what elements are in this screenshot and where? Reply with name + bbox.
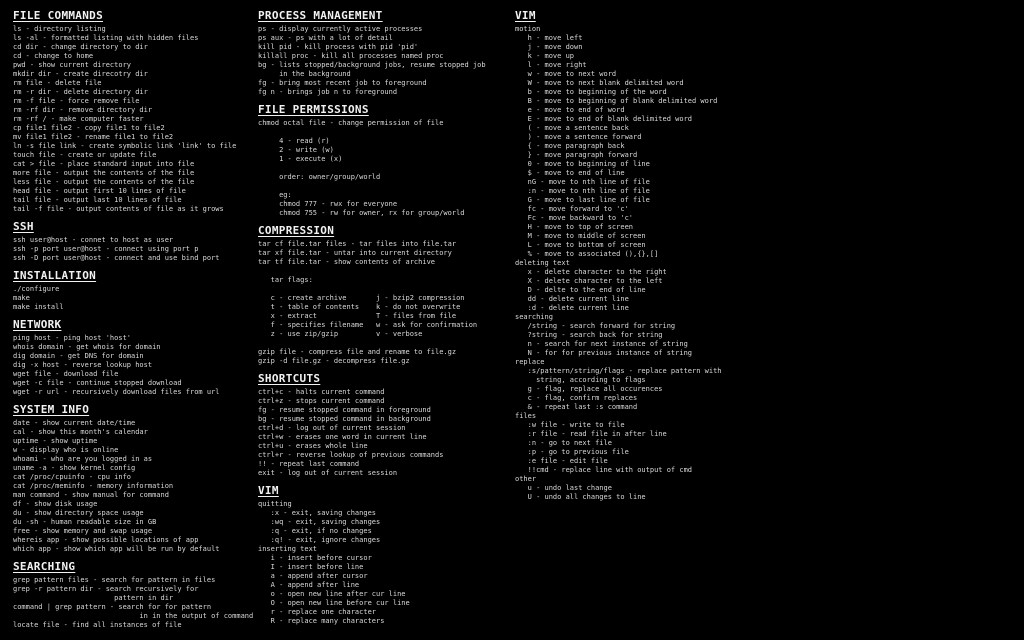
command-line: whois domain - get whois for domain xyxy=(13,343,161,351)
command-line: gzip file - compress file and rename to file.gz xyxy=(258,348,457,356)
command-line: 1 - execute (x) xyxy=(258,155,343,163)
command-line: !!cmd - replace line with output of cmd xyxy=(515,466,693,474)
command-line: fg - bring most recent job to foreground xyxy=(258,79,427,87)
command-line: chmod octal file - change permission of file xyxy=(258,119,444,127)
command-line: ?string - search back for string xyxy=(515,331,663,339)
command-line: b - move to beginning of the word xyxy=(515,88,667,96)
command-line: cp file1 file2 - copy file1 to file2 xyxy=(13,124,165,132)
command-line: X - delete character to the left xyxy=(515,277,663,285)
section-lines xyxy=(258,388,514,478)
command-line: df - show disk usage xyxy=(13,500,98,508)
command-line: n - search for next instance of string xyxy=(515,340,688,348)
command-line: exit - log out of current session xyxy=(258,469,398,477)
command-line: g - flag, replace all occurences xyxy=(515,385,663,393)
section-lines xyxy=(13,285,257,312)
command-line: which app - show which app will be run by default xyxy=(13,545,220,553)
command-line: :q - exit, if no changes xyxy=(258,527,372,535)
command-line: c - create archive j - bzip2 compression xyxy=(258,294,465,302)
section-file-commands xyxy=(13,10,257,214)
command-line: :n - go to next file xyxy=(515,439,612,447)
command-line: Fc - move backward to 'c' xyxy=(515,214,634,222)
command-line: & - repeat last :s command xyxy=(515,403,638,411)
command-line xyxy=(258,182,514,191)
command-line xyxy=(258,128,514,137)
command-line: in the background xyxy=(258,70,351,78)
command-line: ctrl+w - erases one word in current line xyxy=(258,433,427,441)
command-line: cd - change to home xyxy=(13,52,94,60)
command-line: uname -a - show kernel config xyxy=(13,464,136,472)
command-line: ls -al - formatted listing with hidden files xyxy=(13,34,199,42)
command-line: command | grep pattern - search for for pattern xyxy=(13,603,212,611)
command-line: :q! - exit, ignore changes xyxy=(258,536,381,544)
section-system-info xyxy=(13,404,257,554)
command-line: tar tf file.tar - show contents of archive xyxy=(258,258,436,266)
command-line: l - move right xyxy=(515,61,587,69)
command-line: ssh -D port user@host - connect and use bind port xyxy=(13,254,220,262)
section-title: PROCESS MANAGEMENT xyxy=(258,9,383,22)
command-line: :d - delete current line xyxy=(515,304,629,312)
command-line: A - append after line xyxy=(258,581,360,589)
command-line: mv file1 file2 - rename file1 to file2 xyxy=(13,133,174,141)
command-line: ln -s file link - create symbolic link 'link' to file xyxy=(13,142,237,150)
command-line: fg n - brings job n to foreground xyxy=(258,88,398,96)
command-line: killall proc - kill all processes named proc xyxy=(258,52,444,60)
command-line: in in the output of command xyxy=(13,612,254,620)
command-line: pattern in dir xyxy=(13,594,174,602)
command-line: :x - exit, saving changes xyxy=(258,509,377,517)
section-lines xyxy=(258,500,514,626)
section-title: SSH xyxy=(13,220,34,233)
section-lines xyxy=(13,25,257,214)
section-lines xyxy=(258,119,514,218)
section-lines xyxy=(13,419,257,554)
command-line: du -sh - human readable size in GB xyxy=(13,518,157,526)
command-line: locate file - find all instances of file xyxy=(13,621,182,629)
command-line: free - show memory and swap usage xyxy=(13,527,153,535)
command-line: 4 - read (r) xyxy=(258,137,330,145)
command-line: ctrl+z - stops current command xyxy=(258,397,385,405)
section-network xyxy=(13,319,257,397)
command-line: rm -r dir - delete directory dir xyxy=(13,88,148,96)
command-line: h - move left xyxy=(515,34,583,42)
section-compression xyxy=(258,225,514,366)
section-lines xyxy=(515,25,1015,502)
section-title: SYSTEM INFO xyxy=(13,403,90,416)
command-line: head file - output first 10 lines of file xyxy=(13,187,186,195)
command-line: 2 - write (w) xyxy=(258,146,334,154)
section-process-management xyxy=(258,10,514,97)
command-line: bg - lists stopped/background jobs, resume stopped job xyxy=(258,61,486,69)
command-line: E - move to end of blank delimited word xyxy=(515,115,693,123)
command-line: ctrl+r - reverse lookup of previous commands xyxy=(258,451,444,459)
command-line: ctrl+u - erases whole line xyxy=(258,442,368,450)
command-line: ls - directory listing xyxy=(13,25,106,33)
command-line xyxy=(258,164,514,173)
command-line: quitting xyxy=(258,500,292,508)
command-line xyxy=(258,285,514,294)
command-line: tail file - output last 10 lines of file xyxy=(13,196,182,204)
command-line: c - flag, confirm replaces xyxy=(515,394,638,402)
command-line: ./configure xyxy=(13,285,60,293)
command-line: date - show current date/time xyxy=(13,419,136,427)
command-line: uptime - show uptime xyxy=(13,437,98,445)
command-line: N - for for previous instance of string xyxy=(515,349,693,357)
command-line: dig -x host - reverse lookup host xyxy=(13,361,153,369)
command-line: rm -f file - force remove file xyxy=(13,97,140,105)
command-line: t - table of contents k - do not overwrite xyxy=(258,303,461,311)
section-lines xyxy=(258,25,514,97)
column-middle xyxy=(258,10,514,633)
section-title: SHORTCUTS xyxy=(258,372,321,385)
command-line: z - use zip/gzip v - verbose xyxy=(258,330,423,338)
command-line: other xyxy=(515,475,537,483)
command-line: e - move to end of word xyxy=(515,106,625,114)
section-lines xyxy=(258,240,514,366)
command-line: nG - move to nth line of file xyxy=(515,178,650,186)
section-lines xyxy=(13,236,257,263)
command-line: ( - move a sentence back xyxy=(515,124,629,132)
command-line: wget -r url - recursively download files from url xyxy=(13,388,220,396)
section-installation xyxy=(13,270,257,312)
command-line: ps - display currently active processes xyxy=(258,25,423,33)
command-line: L - move to bottom of screen xyxy=(515,241,646,249)
command-line: W - move to next blank delimited word xyxy=(515,79,684,87)
command-line: D - delte to the end of line xyxy=(515,286,646,294)
command-line: B - move to beginning of blank delimited word xyxy=(515,97,718,105)
command-line: f - specifies filename w - ask for confirmation xyxy=(258,321,478,329)
section-title: VIM xyxy=(258,484,279,497)
command-line: a - append after cursor xyxy=(258,572,368,580)
command-line: rm -rf / - make computer faster xyxy=(13,115,144,123)
command-line: cat > file - place standard input into file xyxy=(13,160,195,168)
command-line: deleting text xyxy=(515,259,570,267)
command-line: rm -rf dir - remove directory dir xyxy=(13,106,153,114)
section-vim-right xyxy=(515,10,1015,502)
section-shortcuts xyxy=(258,373,514,478)
command-line: string, according to flags xyxy=(515,376,646,384)
command-line: x - extract T - files from file xyxy=(258,312,457,320)
command-line: eg: xyxy=(258,191,292,199)
column-left xyxy=(13,10,257,637)
command-line: :w file - write to file xyxy=(515,421,625,429)
section-title: SEARCHING xyxy=(13,560,76,573)
command-line: ssh user@host - connet to host as user xyxy=(13,236,174,244)
command-line: replace xyxy=(515,358,545,366)
column-right xyxy=(515,10,1015,509)
command-line: /string - search forward for string xyxy=(515,322,676,330)
command-line: tar cf file.tar files - tar files into file.tar xyxy=(258,240,457,248)
section-lines xyxy=(13,576,257,630)
command-line: R - replace many characters xyxy=(258,617,385,625)
command-line: :s/pattern/string/flags - replace pattern with xyxy=(515,367,722,375)
command-line: chmod 777 - rwx for everyone xyxy=(258,200,398,208)
command-line: grep pattern files - search for pattern in files xyxy=(13,576,216,584)
command-line: wget file - download file xyxy=(13,370,119,378)
section-title: VIM xyxy=(515,9,536,22)
command-line: motion xyxy=(515,25,541,33)
command-line: i - insert before cursor xyxy=(258,554,372,562)
command-line: rm file - delete file xyxy=(13,79,102,87)
command-line: 0 - move to beginning of line xyxy=(515,160,650,168)
command-line: G - move to last line of file xyxy=(515,196,650,204)
section-lines xyxy=(13,334,257,397)
command-line: ) - move a sentence forward xyxy=(515,133,642,141)
command-line: ping host - ping host 'host' xyxy=(13,334,132,342)
command-line: cd dir - change directory to dir xyxy=(13,43,148,51)
command-line: man command - show manual for command xyxy=(13,491,169,499)
command-line xyxy=(258,267,514,276)
command-line: ssh -p port user@host - connect using port p xyxy=(13,245,199,253)
command-line: du - show directory space usage xyxy=(13,509,144,517)
command-line: :r file - read file in after line xyxy=(515,430,667,438)
command-line: } - move paragraph forward xyxy=(515,151,638,159)
section-title: FILE PERMISSIONS xyxy=(258,103,369,116)
command-line: % - move to associated (),{},[] xyxy=(515,250,659,258)
command-line: whereis app - show possible locations of app xyxy=(13,536,199,544)
command-line: less file - output the contents of the file xyxy=(13,178,195,186)
command-line: tar xf file.tar - untar into current directory xyxy=(258,249,452,257)
command-line: :wq - exit, saving changes xyxy=(258,518,381,526)
command-line: inserting text xyxy=(258,545,318,553)
command-line: cat /proc/cpuinfo - cpu info xyxy=(13,473,132,481)
command-line: grep -r pattern dir - search recursively for xyxy=(13,585,199,593)
command-line: r - replace one character xyxy=(258,608,377,616)
command-line: ctrl+c - halts current command xyxy=(258,388,385,396)
command-line: w - display who is online xyxy=(13,446,119,454)
command-line: O - open new line before cur line xyxy=(258,599,410,607)
command-line: j - move down xyxy=(515,43,583,51)
section-file-permissions xyxy=(258,104,514,218)
section-vim xyxy=(258,485,514,626)
command-line: fg - resume stopped command in foreground xyxy=(258,406,431,414)
command-line: :e file - edit file xyxy=(515,457,608,465)
command-line: files xyxy=(515,412,537,420)
command-line: x - delete character to the right xyxy=(515,268,667,276)
section-searching xyxy=(13,561,257,630)
command-line: U - undo all changes to line xyxy=(515,493,646,501)
command-line: I - insert before line xyxy=(258,563,364,571)
command-line: touch file - create or update file xyxy=(13,151,157,159)
command-line: { - move paragraph back xyxy=(515,142,625,150)
command-line: mkdir dir - create direcotry dir xyxy=(13,70,148,78)
section-title: NETWORK xyxy=(13,318,62,331)
command-line: whoami - who are you logged in as xyxy=(13,455,153,463)
section-title: COMPRESSION xyxy=(258,224,335,237)
command-line: tail -f file - output contents of file as it grows xyxy=(13,205,224,213)
command-line: dig domain - get DNS for domain xyxy=(13,352,144,360)
command-line: ps aux - ps with a lot of detail xyxy=(258,34,393,42)
command-line: searching xyxy=(515,313,553,321)
command-line: dd - delete current line xyxy=(515,295,629,303)
command-line: w - move to next word xyxy=(515,70,617,78)
command-line: pwd - show current directory xyxy=(13,61,132,69)
section-title: INSTALLATION xyxy=(13,269,97,282)
command-line: chmod 755 - rw for owner, rx for group/world xyxy=(258,209,465,217)
command-line: cat /proc/meminfo - memory information xyxy=(13,482,174,490)
command-line: more file - output the contents of the file xyxy=(13,169,195,177)
command-line: make xyxy=(13,294,30,302)
command-line: !! - repeat last command xyxy=(258,460,360,468)
command-line: M - move to middle of screen xyxy=(515,232,646,240)
command-line xyxy=(258,339,514,348)
command-line: order: owner/group/world xyxy=(258,173,381,181)
command-line: wget -c file - continue stopped download xyxy=(13,379,182,387)
command-line: cal - show this month's calendar xyxy=(13,428,148,436)
command-line: o - open new line after cur line xyxy=(258,590,406,598)
command-line: k - move up xyxy=(515,52,575,60)
section-title: FILE COMMANDS xyxy=(13,9,103,22)
command-line: make install xyxy=(13,303,64,311)
command-line: tar flags: xyxy=(258,276,313,284)
command-line: $ - move to end of line xyxy=(515,169,625,177)
command-line: fc - move forward to 'c' xyxy=(515,205,629,213)
command-line: :p - go to previous file xyxy=(515,448,629,456)
command-line: u - undo last change xyxy=(515,484,612,492)
command-line: gzip -d file.gz - decompress file.gz xyxy=(258,357,410,365)
command-line: ctrl+d - log out of current session xyxy=(258,424,406,432)
command-line: bg - resume stopped command in background xyxy=(258,415,431,423)
command-line: H - move to top of screen xyxy=(515,223,634,231)
command-line: :n - move to nth line of file xyxy=(515,187,650,195)
section-ssh xyxy=(13,221,257,263)
command-line: kill pid - kill process with pid 'pid' xyxy=(258,43,419,51)
